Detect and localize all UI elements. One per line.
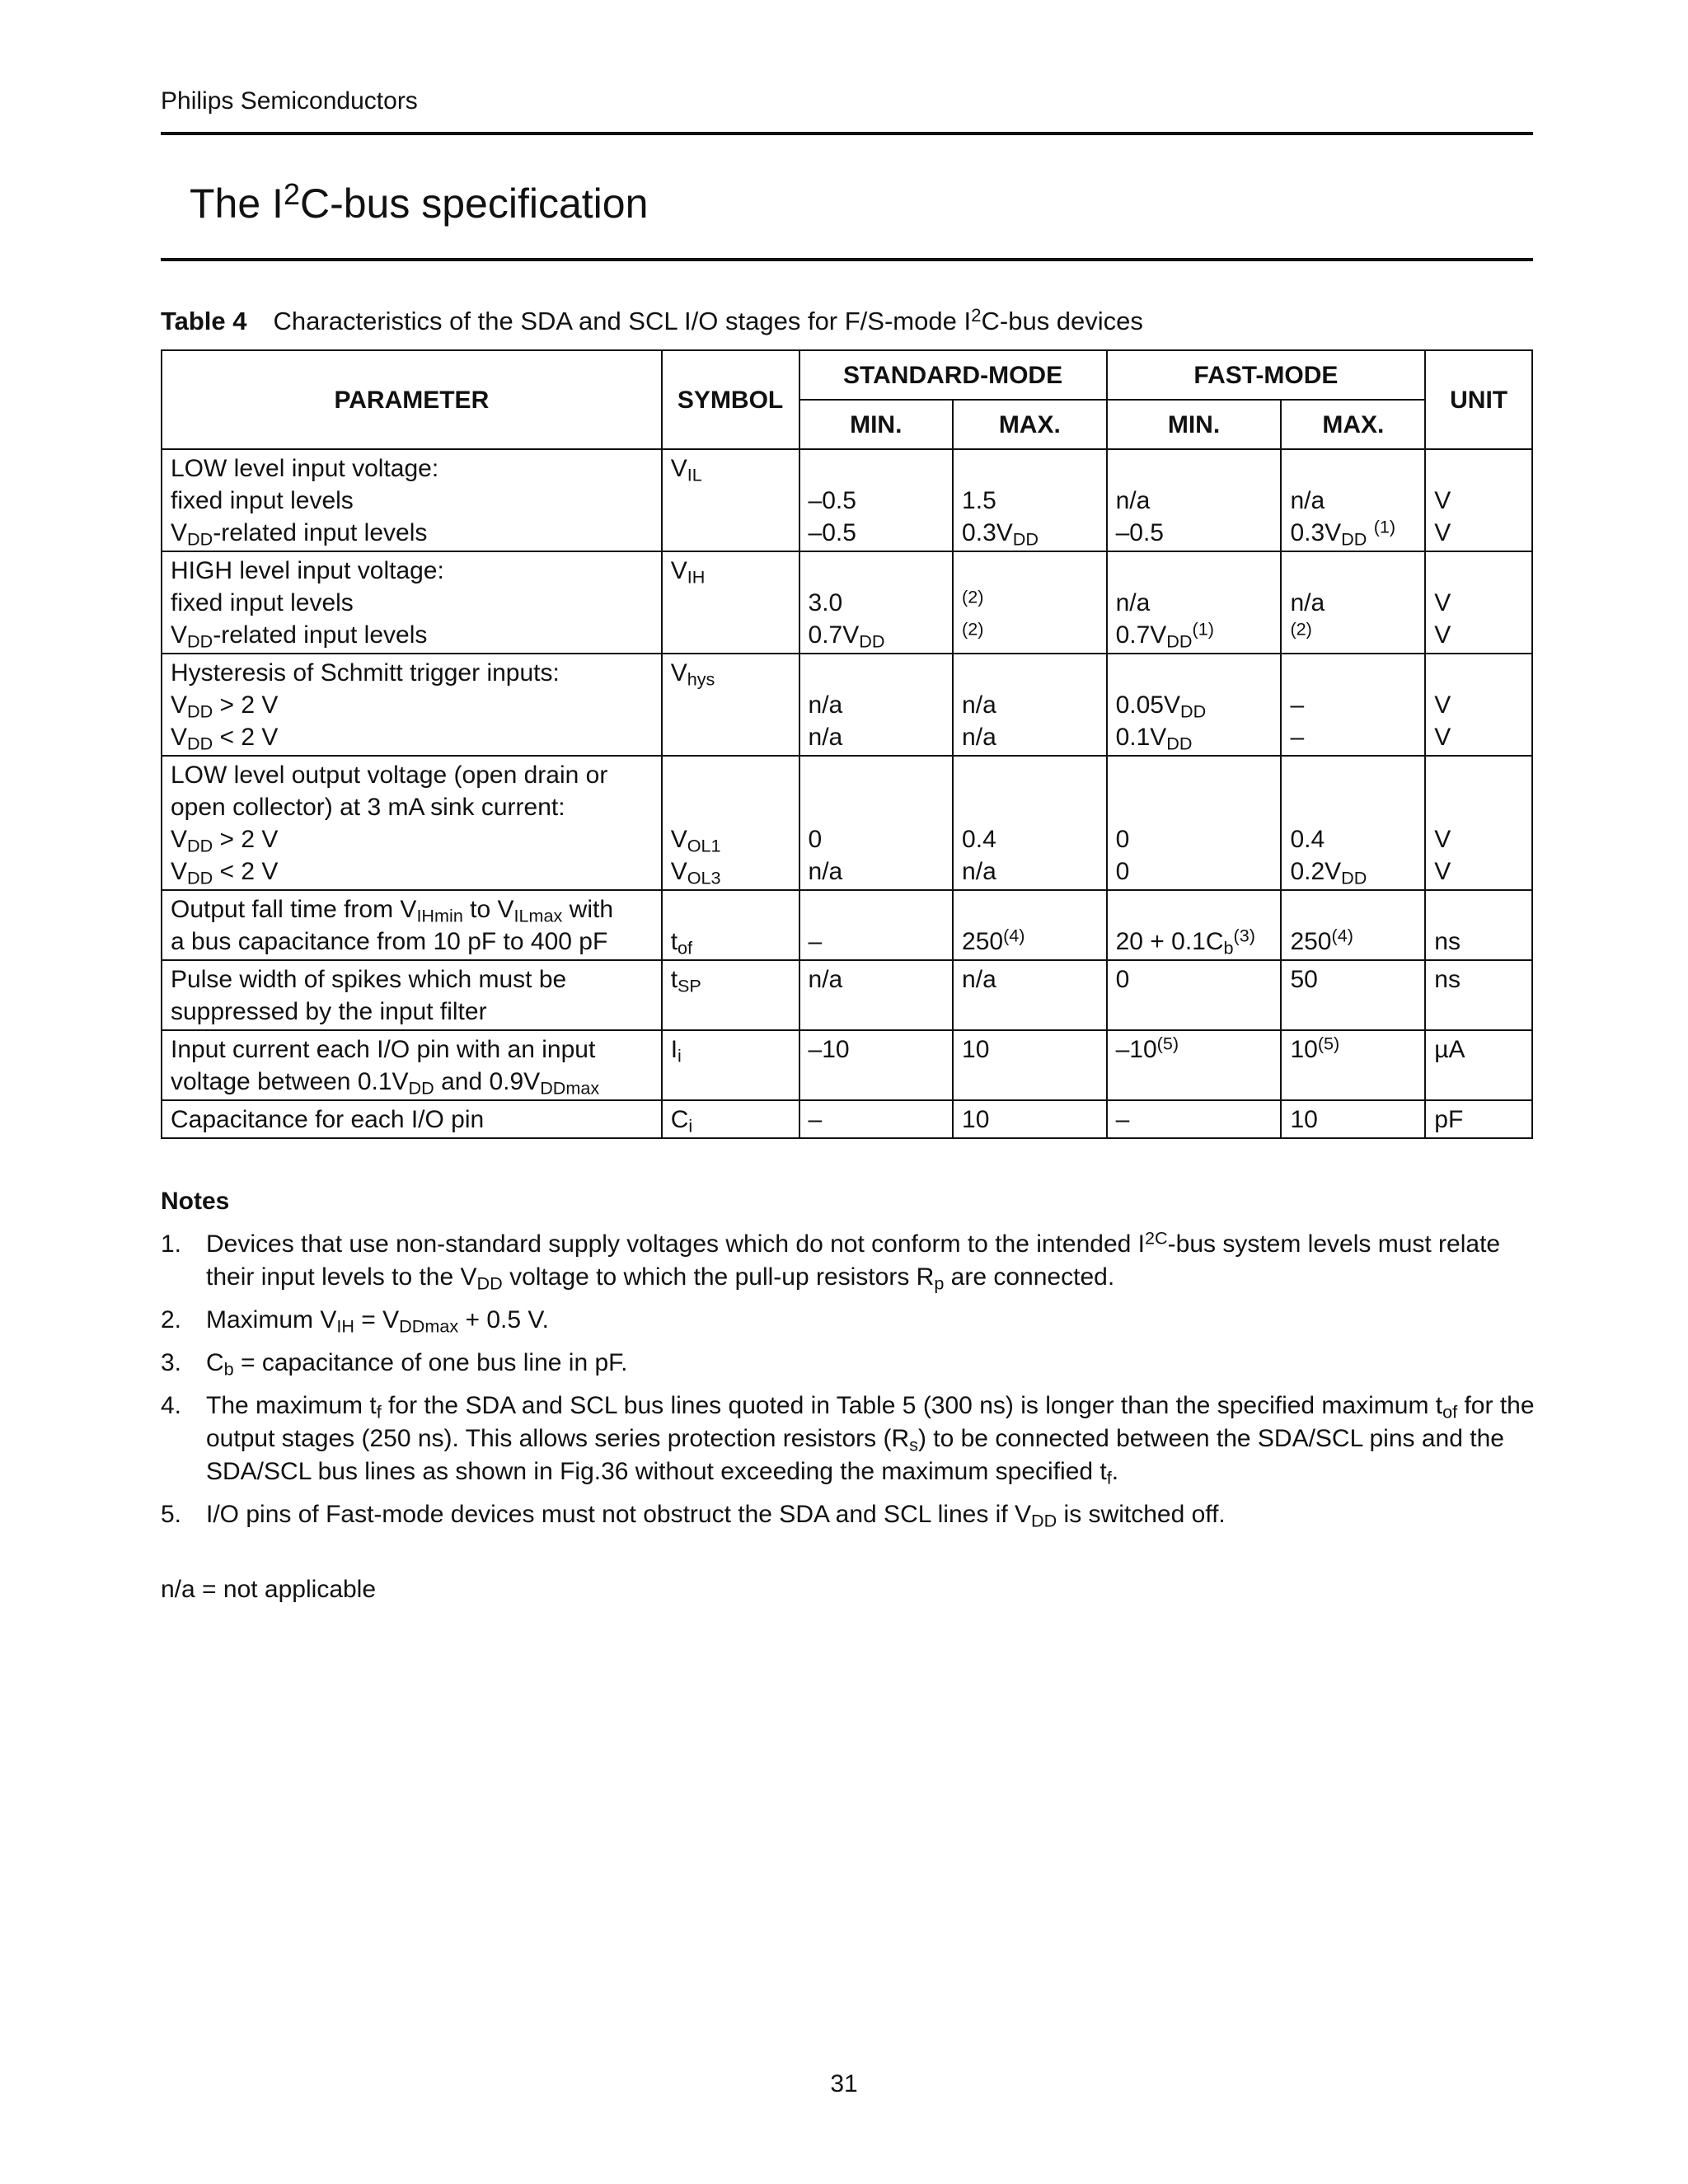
cell-line: µA bbox=[1434, 1036, 1465, 1063]
cell-line: – bbox=[808, 928, 823, 955]
cell-line bbox=[1434, 555, 1523, 587]
cell-line bbox=[962, 657, 1098, 689]
cell-line: $C_i$ bbox=[670, 1106, 693, 1137]
cell-line: –10$^{(5)}$ bbox=[1115, 1033, 1179, 1063]
note-number: 1. bbox=[161, 1230, 182, 1258]
header-fast-min: MIN. bbox=[1107, 400, 1282, 449]
cell-line bbox=[1116, 452, 1273, 485]
cell-line: $0.7V_{DD}$ bbox=[808, 621, 885, 652]
cell-parameter bbox=[162, 890, 662, 960]
cell-line bbox=[1434, 893, 1523, 926]
notes-title: Notes bbox=[161, 1188, 230, 1215]
cell-line: V bbox=[1434, 519, 1451, 546]
cell-line: – bbox=[808, 1106, 823, 1133]
cell-line bbox=[809, 759, 945, 791]
cell-line bbox=[1434, 657, 1523, 689]
cell-line: 50 bbox=[1290, 966, 1318, 993]
cell-std-max bbox=[953, 1030, 1107, 1100]
cell-std-max bbox=[953, 756, 1107, 890]
cell-line: n/a bbox=[1290, 487, 1325, 514]
cell-line: – bbox=[1290, 691, 1305, 719]
cell-line: 0 bbox=[808, 826, 823, 853]
cell-std-min bbox=[799, 960, 954, 1030]
cell-line: LOW level input voltage: bbox=[171, 455, 439, 482]
cell-line: $V_{OL1}$ bbox=[670, 826, 721, 856]
cell-line: V bbox=[1434, 621, 1451, 649]
cell-line: – bbox=[1115, 1106, 1130, 1133]
cell-line: $I_i$ bbox=[670, 1036, 682, 1066]
cell-line: $V_{DD} > 2$ V bbox=[171, 691, 279, 722]
cell-line: ns bbox=[1434, 966, 1461, 993]
note-text: Devices that use non-standard supply voltages which do not conform to the intended I$^{2C}$-bus system levels must relate their input levels to the $V_{DD}$ voltage to which the pull-up resistors $R_p$ are connected. bbox=[206, 1227, 1501, 1294]
cell-line bbox=[809, 452, 945, 485]
cell-line: n/a bbox=[808, 966, 843, 993]
cell-line: 10 bbox=[962, 1106, 990, 1133]
note-text: I/O pins of Fast-mode devices must not obstruct the SDA and SCL lines if $V_{DD}$ is switched off. bbox=[206, 1501, 1226, 1531]
cell-line: $0.3V_{DD}$ bbox=[962, 519, 1039, 550]
cell-line: V bbox=[1434, 826, 1451, 853]
cell-line: $0.7V_{DD}^{(1)}$ bbox=[1115, 618, 1214, 652]
cell-unit bbox=[1425, 890, 1532, 960]
cell-line: $0.2V_{DD}$ bbox=[1290, 858, 1367, 888]
cell-line: 10 bbox=[1290, 1106, 1318, 1133]
cell-parameter bbox=[162, 756, 662, 890]
cell-parameter bbox=[162, 449, 662, 551]
header-std-max: MAX. bbox=[953, 400, 1107, 449]
cell-std-max bbox=[953, 449, 1107, 551]
cell-line: a bus capacitance from 10 pF to 400 pF bbox=[171, 928, 608, 955]
table-body bbox=[162, 449, 1532, 1138]
cell-fast-max bbox=[1281, 1100, 1425, 1138]
cell-std-max bbox=[953, 1100, 1107, 1138]
cell-line bbox=[809, 657, 945, 689]
cell-line: V bbox=[1434, 691, 1451, 719]
cell-line: 10$^{(5)}$ bbox=[1290, 1033, 1340, 1063]
cell-line: –0.5 bbox=[1115, 519, 1164, 546]
cell-line bbox=[962, 893, 1098, 926]
cell-line bbox=[1290, 452, 1416, 485]
cell-line bbox=[809, 791, 945, 823]
cell-line: open collector) at 3 mA sink current: bbox=[171, 794, 565, 821]
note-number: 3. bbox=[161, 1349, 182, 1376]
cell-line bbox=[1290, 759, 1416, 791]
cell-fast-max bbox=[1281, 756, 1425, 890]
cell-line: (2) bbox=[962, 618, 984, 640]
cell-line: $V_{hys}$ bbox=[670, 659, 715, 690]
cell-symbol bbox=[662, 1030, 799, 1100]
note-item bbox=[161, 1304, 1545, 1337]
cell-parameter bbox=[162, 551, 662, 654]
cell-unit bbox=[1425, 960, 1532, 1030]
table-row bbox=[162, 1030, 1532, 1100]
company-name: Philips Semiconductors bbox=[161, 87, 418, 115]
cell-parameter bbox=[162, 960, 662, 1030]
na-definition: n/a = not applicable bbox=[161, 1576, 377, 1603]
cell-std-min bbox=[799, 449, 954, 551]
cell-line bbox=[1434, 452, 1523, 485]
cell-line: ns bbox=[1434, 928, 1461, 955]
header-rule bbox=[161, 132, 1533, 135]
cell-line: 0 bbox=[1115, 858, 1130, 885]
cell-line bbox=[1116, 893, 1273, 926]
header-parameter: PARAMETER bbox=[162, 350, 662, 449]
cell-line bbox=[671, 791, 790, 823]
cell-line bbox=[1116, 791, 1273, 823]
characteristics-table bbox=[161, 349, 1533, 1139]
cell-fast-min bbox=[1107, 551, 1282, 654]
cell-line: 0.4 bbox=[962, 826, 996, 853]
note-text: Maximum $V_{IH} = V_{DDmax} + 0.5$ V. bbox=[206, 1306, 549, 1337]
cell-symbol bbox=[662, 654, 799, 756]
cell-line: Capacitance for each I/O pin bbox=[171, 1106, 485, 1133]
cell-line: n/a bbox=[1290, 589, 1325, 616]
cell-unit bbox=[1425, 551, 1532, 654]
cell-line: $0.3V_{DD}$ $^{(1)}$ bbox=[1290, 516, 1396, 550]
cell-symbol bbox=[662, 890, 799, 960]
cell-symbol bbox=[662, 1100, 799, 1138]
cell-line: fixed input levels bbox=[171, 487, 354, 514]
table-label: Table 4 bbox=[161, 307, 247, 335]
table-row bbox=[162, 890, 1532, 960]
cell-fast-min bbox=[1107, 654, 1282, 756]
cell-line bbox=[1116, 657, 1273, 689]
header-standard-mode: STANDARD-MODE bbox=[799, 350, 1107, 400]
header-unit: UNIT bbox=[1425, 350, 1532, 449]
cell-line: 10 bbox=[962, 1036, 990, 1063]
note-number: 4. bbox=[161, 1392, 182, 1419]
cell-line: –0.5 bbox=[808, 519, 856, 546]
cell-parameter bbox=[162, 1100, 662, 1138]
cell-line: V bbox=[1434, 858, 1451, 885]
table-row bbox=[162, 551, 1532, 654]
header-std-min: MIN. bbox=[799, 400, 954, 449]
note-number: 5. bbox=[161, 1501, 182, 1528]
cell-std-min bbox=[799, 756, 954, 890]
cell-line: 0.4 bbox=[1290, 826, 1325, 853]
cell-line bbox=[962, 555, 1098, 587]
cell-line: $0.05V_{DD}$ bbox=[1115, 691, 1207, 722]
title-rule bbox=[161, 258, 1533, 261]
cell-unit bbox=[1425, 654, 1532, 756]
note-item bbox=[161, 1228, 1545, 1294]
cell-line bbox=[809, 893, 945, 926]
cell-symbol bbox=[662, 551, 799, 654]
cell-line bbox=[1290, 893, 1416, 926]
cell-line bbox=[1290, 791, 1416, 823]
cell-fast-min bbox=[1107, 1100, 1282, 1138]
cell-symbol bbox=[662, 756, 799, 890]
cell-unit bbox=[1425, 449, 1532, 551]
cell-line: Input current each I/O pin with an input bbox=[171, 1036, 596, 1063]
cell-line: n/a bbox=[962, 691, 996, 719]
note-item bbox=[161, 1347, 1545, 1380]
cell-line: (2) bbox=[962, 586, 984, 607]
note-text: $C_b$ = capacitance of one bus line in pF. bbox=[206, 1349, 628, 1380]
cell-line: $V_{IH}$ bbox=[670, 557, 706, 588]
cell-parameter bbox=[162, 654, 662, 756]
cell-line: – bbox=[1290, 724, 1305, 751]
table-row bbox=[162, 1100, 1532, 1138]
header-symbol: SYMBOL bbox=[662, 350, 799, 449]
cell-fast-min bbox=[1107, 960, 1282, 1030]
cell-line: n/a bbox=[808, 858, 843, 885]
cell-fast-max bbox=[1281, 449, 1425, 551]
cell-symbol bbox=[662, 960, 799, 1030]
cell-line: n/a bbox=[808, 691, 843, 719]
cell-fast-max bbox=[1281, 890, 1425, 960]
cell-line: –10 bbox=[808, 1036, 850, 1063]
table-row bbox=[162, 449, 1532, 551]
table-caption: Table 4 Characteristics of the SDA and SCL I/O stages for F/S-mode $I^2C$-bus devices bbox=[161, 304, 1143, 335]
cell-unit bbox=[1425, 756, 1532, 890]
cell-line: HIGH level input voltage: bbox=[171, 557, 444, 584]
notes-list bbox=[161, 1228, 1545, 1531]
note-number: 2. bbox=[161, 1306, 182, 1333]
cell-unit bbox=[1425, 1030, 1532, 1100]
cell-std-min bbox=[799, 654, 954, 756]
cell-unit bbox=[1425, 1100, 1532, 1138]
cell-std-min bbox=[799, 551, 954, 654]
cell-std-min bbox=[799, 1100, 954, 1138]
cell-line bbox=[1434, 759, 1523, 791]
cell-line: $t_{SP}$ bbox=[670, 966, 701, 996]
cell-std-max bbox=[953, 960, 1107, 1030]
cell-line: $V_{IL}$ bbox=[670, 455, 702, 485]
table-row bbox=[162, 654, 1532, 756]
cell-line: Output fall time from $V_{IHmin}$ to $V_{ILmax}$ with bbox=[171, 896, 614, 926]
header-fast-mode: FAST-MODE bbox=[1107, 350, 1426, 400]
cell-line: n/a bbox=[962, 858, 996, 885]
cell-line: n/a bbox=[1115, 589, 1151, 616]
cell-line bbox=[671, 893, 790, 926]
cell-line: $V_{DD} > 2$ V bbox=[171, 826, 279, 856]
note-text: The maximum $t_f$ for the SDA and SCL bus lines quoted in Table 5 (300 ns) is longer than the specified maximum $t_{of}$ for the output stages (250 ns). This allows series protection resistors $(R_s)$ to be connected between the SDA/SCL pins and the SDA/SCL bus lines as shown in Fig.36 without exceeding the maximum specified $t_f$. bbox=[206, 1392, 1535, 1488]
page-number: 31 bbox=[830, 2070, 858, 2097]
cell-line: pF bbox=[1434, 1106, 1464, 1133]
header-fast-max: MAX. bbox=[1281, 400, 1425, 449]
cell-fast-min bbox=[1107, 1030, 1282, 1100]
cell-line: 250$^{(4)}$ bbox=[1290, 925, 1353, 955]
cell-fast-max bbox=[1281, 960, 1425, 1030]
document-title: The $I^2C$-bus specification bbox=[190, 176, 649, 227]
cell-std-max bbox=[953, 890, 1107, 960]
cell-line: 3.0 bbox=[808, 589, 843, 616]
cell-fast-min bbox=[1107, 756, 1282, 890]
cell-line: fixed input levels bbox=[171, 589, 354, 616]
cell-line bbox=[1290, 657, 1416, 689]
cell-fast-max bbox=[1281, 551, 1425, 654]
cell-line: $t_{of}$ bbox=[670, 928, 693, 958]
cell-fast-min bbox=[1107, 890, 1282, 960]
cell-line: n/a bbox=[808, 724, 843, 751]
cell-line bbox=[1116, 555, 1273, 587]
note-item bbox=[161, 1498, 1545, 1531]
notes-section bbox=[161, 1185, 1545, 1541]
cell-line bbox=[809, 555, 945, 587]
cell-line bbox=[671, 759, 790, 791]
cell-line: (2) bbox=[1290, 618, 1312, 640]
cell-line: $V_{DD}$-related input levels bbox=[171, 519, 428, 550]
cell-line: 0 bbox=[1115, 826, 1130, 853]
cell-line: LOW level output voltage (open drain or bbox=[171, 762, 608, 789]
cell-line: n/a bbox=[962, 966, 996, 993]
cell-line bbox=[962, 452, 1098, 485]
cell-line: $V_{DD}$-related input levels bbox=[171, 621, 428, 652]
cell-line: V bbox=[1434, 724, 1451, 751]
cell-fast-min bbox=[1107, 449, 1282, 551]
cell-line: 250$^{(4)}$ bbox=[962, 925, 1025, 955]
cell-line: –0.5 bbox=[808, 487, 856, 514]
cell-line: $V_{DD} < 2$ V bbox=[171, 724, 279, 754]
cell-parameter bbox=[162, 1030, 662, 1100]
cell-std-min bbox=[799, 1030, 954, 1100]
cell-line: 0 bbox=[1115, 966, 1130, 993]
cell-line: Hysteresis of Schmitt trigger inputs: bbox=[171, 659, 560, 687]
cell-line bbox=[962, 791, 1098, 823]
cell-fast-max bbox=[1281, 654, 1425, 756]
cell-line: n/a bbox=[1115, 487, 1151, 514]
cell-std-max bbox=[953, 654, 1107, 756]
cell-line: n/a bbox=[962, 724, 996, 751]
cell-std-max bbox=[953, 551, 1107, 654]
cell-line bbox=[1290, 555, 1416, 587]
cell-line: $0.1V_{DD}$ bbox=[1115, 724, 1193, 754]
cell-line: V bbox=[1434, 487, 1451, 514]
cell-line: $V_{DD} < 2$ V bbox=[171, 858, 279, 888]
cell-std-min bbox=[799, 890, 954, 960]
cell-line: $V_{OL3}$ bbox=[670, 858, 721, 888]
table-row bbox=[162, 756, 1532, 890]
cell-symbol bbox=[662, 449, 799, 551]
cell-line: V bbox=[1434, 589, 1451, 616]
cell-line: $20 + 0.1C_b^{(3)}$ bbox=[1115, 925, 1255, 958]
cell-line: Pulse width of spikes which must be bbox=[171, 966, 567, 993]
table-row bbox=[162, 960, 1532, 1030]
cell-line bbox=[1116, 759, 1273, 791]
cell-line: 1.5 bbox=[962, 487, 996, 514]
cell-line: voltage between $0.1V_{DD}$ and $0.9V_{DDmax}$ bbox=[171, 1068, 600, 1099]
cell-line: suppressed by the input filter bbox=[171, 998, 487, 1025]
cell-line bbox=[962, 759, 1098, 791]
cell-fast-max bbox=[1281, 1030, 1425, 1100]
note-item bbox=[161, 1390, 1545, 1488]
cell-line bbox=[1434, 791, 1523, 823]
